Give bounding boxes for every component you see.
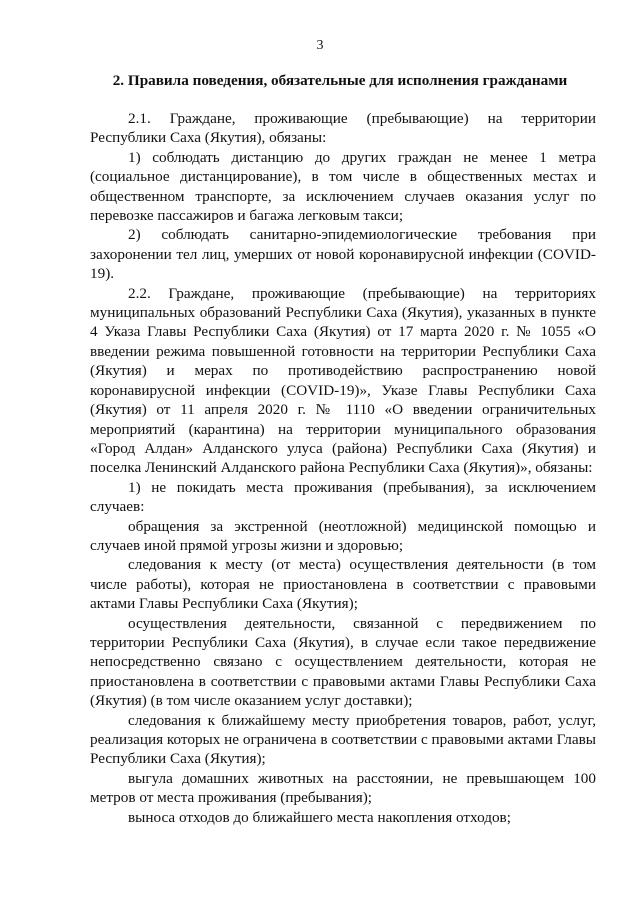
paragraph-2-2: 2.2. Граждане, проживающие (пребывающие) на территориях муниципальных образований Республики Саха (Якутия), указанных в пункте 4 Указа Главы Республики Саха (Якутия) от 17 марта 2020 г. № 1055 «О введении режима повышенной готовности на территории Республики Саха (Якутия) и мерах по противодействию распространению новой коронавирусной инфекции (COVID-19)», Указе Главы Республики Саха (Якутия) от 11 апреля 2020 г. № 1110 «О введении ограничительных мероприятий (карантина) на территории муниципального образования «Город Алдан» Алданского улуса (района) Республики Саха (Якутия) и поселка Ленинский Алданского района Республики Саха (Якутия)», обязаны: [90, 284, 596, 477]
exception-work: следования к месту (от места) осуществления деятельности (в том числе работы), которая не приостановлена в соответствии с правовыми актами Главы Республики Саха (Якутия); [90, 556, 596, 613]
paragraph-2-1-item-1: 1) соблюдать дистанцию до других граждан не менее 1 метра (социальное дистанцирование), в том числе в общественных местах и общественном транспорте, за исключением случаев оказания услуг по перевозке пассажиров и багажа легковым такси; [90, 148, 596, 225]
page-number: 3 [316, 38, 324, 53]
paragraph-2-1-item-2: 2) соблюдать санитарно-эпидемиологические требования при захоронении тел лиц, умерших от новой коронавирусной инфекции (COVID-19). [90, 226, 596, 283]
paragraph-2-1: 2.1. Граждане, проживающие (пребывающие) на территории Республики Саха (Якутия), обязаны: [90, 110, 596, 147]
paragraph-2-2-item-1: 1) не покидать места проживания (пребывания), за исключением случаев: [90, 478, 596, 516]
exception-shopping: следования к ближайшему месту приобретения товаров, работ, услуг, реализация которых не ограничена в соответствии с правовыми актами Главы Республики Саха (Якутия); [90, 711, 596, 768]
document-body [90, 109, 596, 827]
section-heading: 2. Правила поведения, обязательные для исполнения гражданами [112, 72, 568, 89]
exception-activity-travel: осуществления деятельности, связанной с передвижением по территории Республики Саха (Якутия), в случае если такое передвижение непосредственно связано с осуществлением деятельности, которая не приостановлена в соответствии с правовыми актами Главы Республики Саха (Якутия) (в том числе оказанием услуг доставки); [90, 614, 596, 710]
exception-pet-walking: выгула домашних животных на расстоянии, не превышающем 100 метров от места проживания (пребывания); [90, 769, 596, 807]
exception-waste: выноса отходов до ближайшего места накопления отходов; [128, 808, 511, 826]
exception-medical: обращения за экстренной (неотложной) медицинской помощью и случаев иной прямой угрозы жизни и здоровью; [90, 517, 596, 554]
